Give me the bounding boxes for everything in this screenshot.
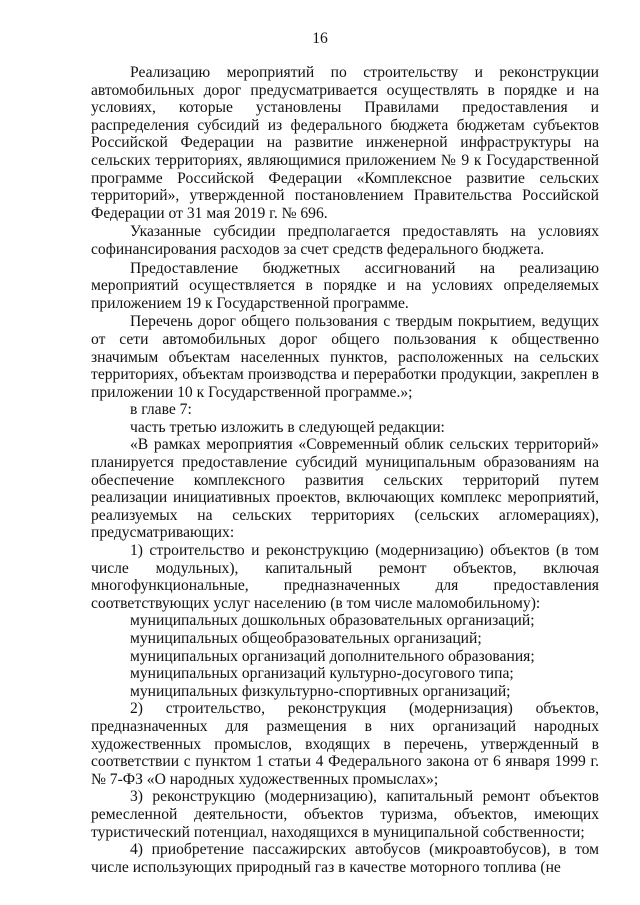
paragraph-part-three: часть третью изложить в следующей редакции:	[130, 418, 445, 436]
list-item-4-buses: 4) приобретение пассажирских автобусов (микроавтобусов), в том числе использующих природный газ в качестве моторного топлива (не	[91, 841, 599, 876]
page-number: 16	[312, 30, 328, 47]
list-item-3-tourism: 3) реконструкцию (модернизацию), капитальный ремонт объектов ремесленной деятельности, объектов туризма, объектов, имеющих туристический потенциал, находящихся в муниципальной собственности;	[91, 788, 599, 841]
paragraph-chapter-7: в главе 7:	[130, 401, 192, 419]
list-subitem-preschool: муниципальных дошкольных образовательных организаций;	[130, 612, 535, 630]
paragraph-modern-rural-look: «В рамках мероприятия «Современный облик сельских территорий» планируется предоставление субсидий муниципальным образованиям на обеспечение комплексного развития сельских территорий путем реализации инициативных проектов, включающих комплекс мероприятий, реализуемых на сельских территориях (сельских агломерациях), предусматривающих:	[91, 436, 599, 542]
list-subitem-cultural: муниципальных организаций культурно-досугового типа;	[130, 665, 514, 683]
paragraph-road-construction: Реализацию мероприятий по строительству и реконструкции автомобильных дорог предусматривается осуществлять в порядке и на условиях, которые установлены Правилами предоставления и распределения субсидий из федерального бюджета бюджетам субъектов Российской Федерации на развитие инженерной инфраструктуры на сельских территориях, являющимися приложением № 9 к Государственной программе Российской Федерации «Комплексное развитие сельских территорий», утвержденной постановлением Правительства Российской Федерации от 31 мая 2019 г. № 696.	[91, 64, 599, 222]
paragraph-budget-allocations: Предоставление бюджетных ассигнований на реализацию мероприятий осуществляется в порядке и на условиях определяемых приложением 19 к Государственной программе.	[91, 259, 599, 312]
paragraph-subsidies-cofinancing: Указанные субсидии предполагается предоставлять на условиях софинансирования расходов за счет средств федерального бюджета.	[91, 223, 599, 258]
list-subitem-additional-education: муниципальных организаций дополнительного образования;	[130, 647, 535, 665]
paragraph-roads-list: Перечень дорог общего пользования с твердым покрытием, ведущих от сети автомобильных дорог общего пользования к общественно значимым объектам населенных пунктов, расположенных на сельских территориях, объектам производства и переработки продукции, закреплен в приложении 10 к Государственной программе.»;	[91, 313, 599, 401]
list-item-2-folk-crafts: 2) строительство, реконструкция (модернизация) объектов, предназначенных для размещения в них организаций народных художественных промыслов, входящих в перечень, утвержденный в соответствии с пунктом 1 статьи 4 Федерального закона от 6 января 1999 г. № 7-ФЗ «О народных художественных промыслах»;	[91, 700, 599, 788]
list-subitem-sports: муниципальных физкультурно-спортивных организаций;	[130, 682, 511, 700]
document-body	[91, 64, 599, 876]
list-item-1-construction: 1) строительство и реконструкцию (модернизацию) объектов (в том числе модульных), капитальный ремонт объектов, включая многофункциональные, предназначенных для предоставления соответствующих услуг населению (в том числе маломобильному):	[91, 542, 599, 612]
list-subitem-general-education: муниципальных общеобразовательных организаций;	[130, 630, 482, 647]
